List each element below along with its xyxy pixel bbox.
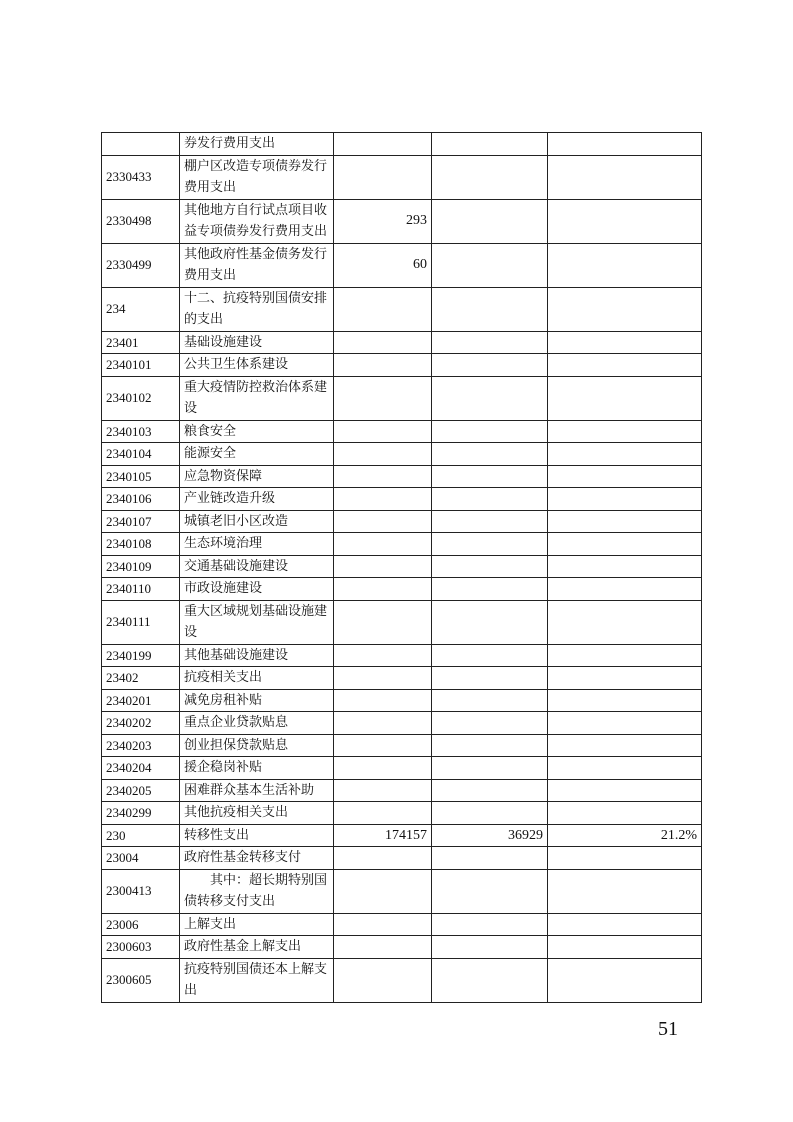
cell-name: 公共卫生体系建设 [180,354,334,377]
cell-name: 基础设施建设 [180,331,334,354]
cell-ratio [548,510,702,533]
cell-code: 2340108 [102,533,180,556]
table-row [102,555,702,578]
cell-name: 其他基础设施建设 [180,644,334,667]
cell-ratio [548,958,702,1002]
table-row [102,869,702,913]
cell-ratio [548,936,702,959]
table-row [102,689,702,712]
cell-ratio [548,287,702,331]
cell-amount-1 [334,869,432,913]
cell-amount-2 [432,243,548,287]
cell-code: 2300605 [102,958,180,1002]
cell-code: 2340205 [102,779,180,802]
cell-amount-1 [334,465,432,488]
cell-name: 城镇老旧小区改造 [180,510,334,533]
cell-code: 2340102 [102,376,180,420]
budget-table-body [102,133,702,1003]
cell-amount-1 [334,287,432,331]
cell-amount-1 [334,155,432,199]
cell-amount-1 [334,913,432,936]
cell-code: 2340110 [102,578,180,601]
cell-ratio [548,734,702,757]
cell-amount-1 [334,734,432,757]
cell-ratio [548,420,702,443]
cell-ratio [548,712,702,735]
cell-amount-1: 60 [334,243,432,287]
cell-code: 2340201 [102,689,180,712]
table-row [102,331,702,354]
cell-code: 2340111 [102,600,180,644]
cell-amount-1: 174157 [334,824,432,847]
cell-amount-2 [432,757,548,780]
cell-amount-2 [432,354,548,377]
page-number: 51 [658,1018,678,1040]
cell-name: 应急物资保障 [180,465,334,488]
cell-amount-2 [432,847,548,870]
cell-ratio [548,869,702,913]
cell-amount-1 [334,510,432,533]
cell-ratio [548,757,702,780]
cell-amount-2 [432,712,548,735]
cell-name: 券发行费用支出 [180,133,334,156]
cell-ratio: 21.2% [548,824,702,847]
cell-amount-1 [334,644,432,667]
cell-name: 援企稳岗补贴 [180,757,334,780]
cell-amount-1 [334,936,432,959]
cell-amount-1 [334,331,432,354]
cell-ratio [548,443,702,466]
cell-code: 23006 [102,913,180,936]
cell-amount-1 [334,376,432,420]
cell-amount-1 [334,958,432,1002]
cell-ratio [548,689,702,712]
cell-name: 减免房租补贴 [180,689,334,712]
cell-amount-2 [432,465,548,488]
cell-code: 2300413 [102,869,180,913]
cell-name: 其他抗疫相关支出 [180,802,334,825]
cell-name: 政府性基金上解支出 [180,936,334,959]
table-row [102,510,702,533]
cell-name: 市政设施建设 [180,578,334,601]
cell-code: 2340106 [102,488,180,511]
cell-ratio [548,488,702,511]
cell-amount-2 [432,488,548,511]
cell-name: 生态环境治理 [180,533,334,556]
table-row [102,287,702,331]
cell-ratio [548,133,702,156]
cell-amount-2 [432,779,548,802]
cell-amount-2 [432,689,548,712]
table-row [102,199,702,243]
cell-ratio [548,354,702,377]
table-row [102,712,702,735]
cell-amount-2 [432,667,548,690]
cell-name: 其他地方自行试点项目收益专项债券发行费用支出 [180,199,334,243]
table-row [102,533,702,556]
table-row [102,779,702,802]
cell-amount-1 [334,443,432,466]
cell-amount-2 [432,133,548,156]
cell-name: 创业担保贷款贴息 [180,734,334,757]
table-row [102,443,702,466]
cell-code: 2330433 [102,155,180,199]
cell-amount-1 [334,578,432,601]
cell-name: 十二、抗疫特别国债安排的支出 [180,287,334,331]
cell-name: 转移性支出 [180,824,334,847]
cell-amount-1 [334,354,432,377]
cell-amount-1 [334,802,432,825]
table-row [102,913,702,936]
table-row [102,578,702,601]
cell-ratio [548,779,702,802]
cell-amount-1 [334,689,432,712]
cell-code: 23402 [102,667,180,690]
cell-code: 2340104 [102,443,180,466]
cell-amount-2 [432,287,548,331]
table-row [102,757,702,780]
table-row [102,644,702,667]
cell-amount-1 [334,712,432,735]
cell-ratio [548,376,702,420]
cell-ratio [548,199,702,243]
cell-name: 困难群众基本生活补助 [180,779,334,802]
cell-ratio [548,847,702,870]
cell-name: 粮食安全 [180,420,334,443]
cell-code: 2340199 [102,644,180,667]
cell-code: 2340203 [102,734,180,757]
cell-amount-2 [432,936,548,959]
cell-name: 交通基础设施建设 [180,555,334,578]
cell-code: 2340103 [102,420,180,443]
cell-ratio [548,243,702,287]
cell-amount-1 [334,757,432,780]
table-row [102,155,702,199]
cell-name: 其中：超长期特别国债转移支付支出 [180,869,334,913]
cell-ratio [548,155,702,199]
table-row [102,667,702,690]
cell-amount-1 [334,555,432,578]
cell-amount-2 [432,331,548,354]
table-row [102,376,702,420]
cell-amount-2 [432,802,548,825]
cell-code: 23004 [102,847,180,870]
cell-amount-1 [334,488,432,511]
cell-code: 2340299 [102,802,180,825]
cell-code: 234 [102,287,180,331]
cell-amount-2 [432,869,548,913]
budget-table [101,132,702,1003]
cell-code: 2340107 [102,510,180,533]
cell-amount-2 [432,510,548,533]
cell-ratio [548,533,702,556]
cell-amount-1 [334,133,432,156]
cell-amount-2 [432,578,548,601]
cell-name: 政府性基金转移支付 [180,847,334,870]
table-row [102,243,702,287]
cell-ratio [548,331,702,354]
cell-ratio [548,578,702,601]
cell-name: 其他政府性基金债务发行费用支出 [180,243,334,287]
cell-ratio [548,802,702,825]
cell-amount-2 [432,958,548,1002]
cell-code: 2340101 [102,354,180,377]
cell-code [102,133,180,156]
cell-ratio [548,644,702,667]
cell-amount-2 [432,443,548,466]
cell-amount-1 [334,667,432,690]
cell-code: 2300603 [102,936,180,959]
cell-amount-1 [334,533,432,556]
cell-code: 23401 [102,331,180,354]
cell-code: 2330498 [102,199,180,243]
cell-name: 棚户区改造专项债券发行费用支出 [180,155,334,199]
cell-amount-2 [432,420,548,443]
cell-name: 重大疫情防控救治体系建设 [180,376,334,420]
table-row [102,824,702,847]
table-row [102,354,702,377]
cell-name: 能源安全 [180,443,334,466]
table-row [102,936,702,959]
cell-name: 重大区域规划基础设施建设 [180,600,334,644]
cell-name: 上解支出 [180,913,334,936]
table-row [102,847,702,870]
cell-amount-2 [432,600,548,644]
cell-name: 重点企业贷款贴息 [180,712,334,735]
table-row [102,958,702,1002]
cell-amount-1 [334,600,432,644]
cell-amount-1 [334,420,432,443]
cell-code: 2340109 [102,555,180,578]
cell-ratio [548,913,702,936]
cell-code: 2340105 [102,465,180,488]
cell-amount-2: 36929 [432,824,548,847]
cell-code: 2330499 [102,243,180,287]
cell-amount-2 [432,913,548,936]
cell-amount-2 [432,555,548,578]
cell-amount-2 [432,644,548,667]
cell-amount-2 [432,376,548,420]
table-row [102,488,702,511]
cell-amount-1: 293 [334,199,432,243]
cell-ratio [548,465,702,488]
table-row [102,802,702,825]
cell-amount-2 [432,155,548,199]
cell-ratio [548,667,702,690]
cell-ratio [548,600,702,644]
cell-name: 产业链改造升级 [180,488,334,511]
table-row [102,600,702,644]
table-row [102,133,702,156]
cell-ratio [548,555,702,578]
table-row [102,465,702,488]
table-row [102,734,702,757]
cell-name: 抗疫相关支出 [180,667,334,690]
cell-amount-1 [334,779,432,802]
cell-amount-2 [432,533,548,556]
cell-amount-1 [334,847,432,870]
cell-amount-2 [432,199,548,243]
cell-code: 230 [102,824,180,847]
cell-amount-2 [432,734,548,757]
cell-code: 2340204 [102,757,180,780]
cell-name: 抗疫特别国债还本上解支出 [180,958,334,1002]
cell-code: 2340202 [102,712,180,735]
table-row [102,420,702,443]
